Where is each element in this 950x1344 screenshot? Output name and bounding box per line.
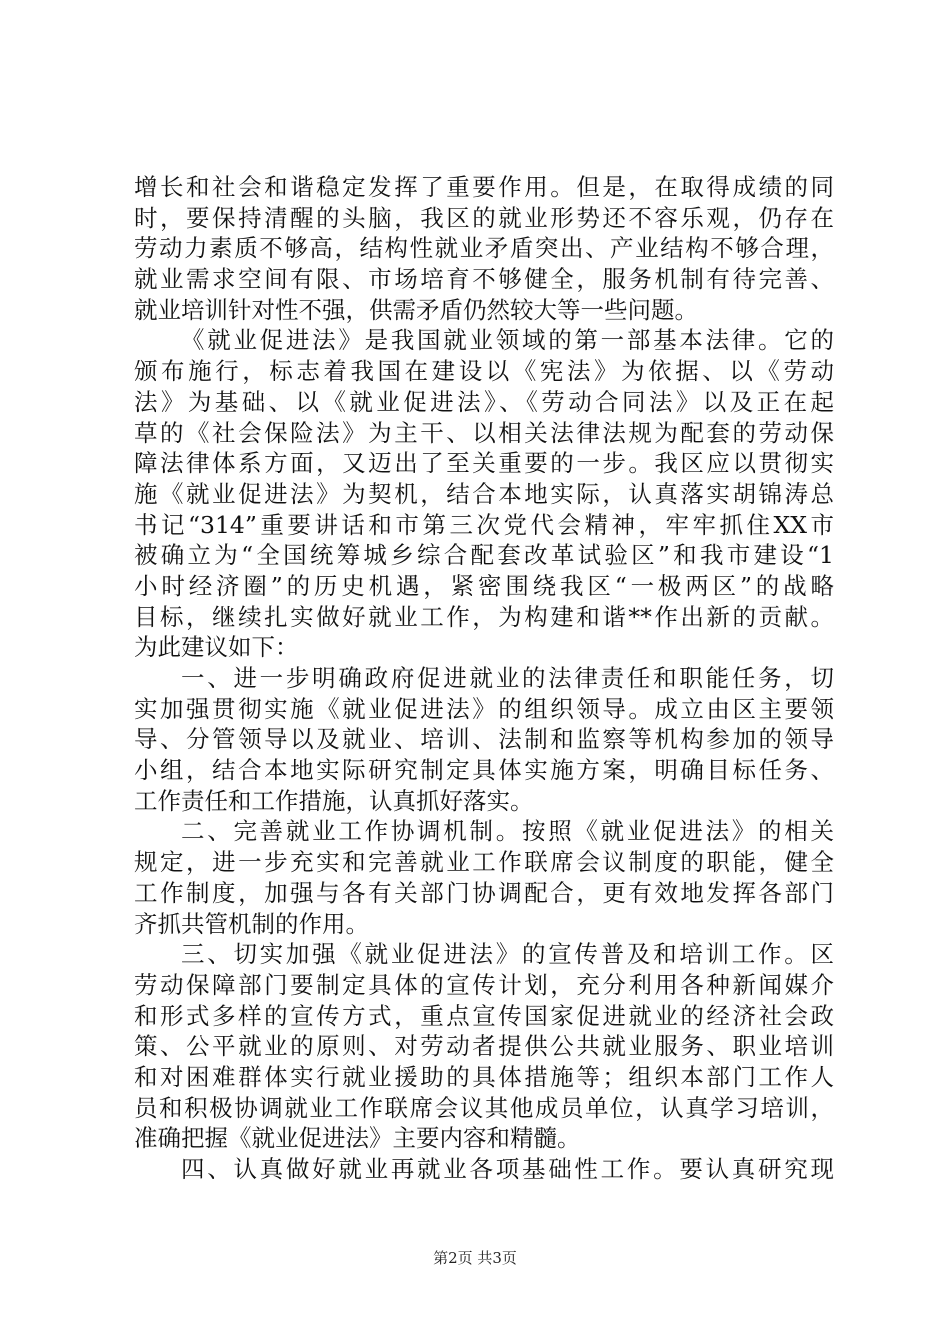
- text-line: 和形式多样的宣传方式，重点宣传国家促进就业的经济社会政: [134, 1001, 834, 1030]
- text-line: 二、完善就业工作协调机制。按照《就业促进法》的相关: [181, 817, 834, 846]
- text-line: 被确立为“全国统筹城乡综合配套改革试验区”和我市建设“1: [134, 541, 834, 570]
- text-line: 颁布施行，标志着我国在建设以《宪法》为依据、以《劳动: [134, 357, 834, 386]
- text-line: 劳动力素质不够高，结构性就业矛盾突出、产业结构不够合理，: [134, 234, 834, 263]
- text-line: 时，要保持清醒的头脑，我区的就业形势还不容乐观，仍存在: [134, 203, 834, 232]
- text-line: 小时经济圈”的历史机遇，紧密围绕我区“一极两区”的战略: [134, 571, 834, 600]
- text-line: 准确把握《就业促进法》主要内容和精髓。: [134, 1124, 581, 1153]
- text-line: 规定，进一步充实和完善就业工作联席会议制度的职能，健全: [134, 848, 834, 877]
- text-line: 实加强贯彻实施《就业促进法》的组织领导。成立由区主要领: [134, 694, 834, 723]
- text-line: 施《就业促进法》为契机，结合本地实际，认真落实胡锦涛总: [134, 479, 834, 508]
- text-line: 就业培训针对性不强，供需矛盾仍然较大等一些问题。: [134, 295, 698, 324]
- text-line: 策、公平就业的原则、对劳动者提供公共就业服务、职业培训: [134, 1032, 834, 1061]
- text-line: 员和积极协调就业工作联席会议其他成员单位，认真学习培训，: [134, 1093, 834, 1122]
- text-line: 四、认真做好就业再就业各项基础性工作。要认真研究现: [181, 1155, 834, 1183]
- text-line: 一、进一步明确政府促进就业的法律责任和职能任务，切: [181, 664, 834, 692]
- document-body: [134, 172, 834, 1185]
- text-line: 小组，结合本地实际研究制定具体实施方案，明确目标任务、: [134, 756, 834, 785]
- text-line: 齐抓共管机制的作用。: [134, 909, 369, 938]
- text-line: 为此建议如下：: [134, 633, 299, 662]
- text-line: 法》为基础、以《就业促进法》、《劳动合同法》以及正在起: [134, 387, 834, 416]
- text-line: 和对困难群体实行就业援助的具体措施等；组织本部门工作人: [134, 1062, 834, 1091]
- text-line: 《就业促进法》是我国就业领域的第一部基本法律。它的: [181, 326, 834, 355]
- text-line: 障法律体系方面，又迈出了至关重要的一步。我区应以贯彻实: [134, 449, 834, 478]
- page-footer: 第2页 共3页: [433, 1249, 517, 1267]
- text-line: 目标，继续扎实做好就业工作，为构建和谐**作出新的贡献。: [134, 602, 834, 631]
- text-line: 工作责任和工作措施，认真抓好落实。: [134, 786, 534, 815]
- text-line: 劳动保障部门要制定具体的宣传计划，充分利用各种新闻媒介: [134, 970, 834, 999]
- text-line: 增长和社会和谐稳定发挥了重要作用。但是，在取得成绩的同: [134, 173, 834, 201]
- text-line: 书记“314”重要讲话和市第三次党代会精神，牢牢抓住XX市: [134, 510, 834, 539]
- text-line: 工作制度，加强与各有关部门协调配合，更有效地发挥各部门: [134, 878, 834, 907]
- text-line: 导、分管领导以及就业、培训、法制和监察等机构参加的领导: [134, 725, 834, 754]
- text-line: 草的《社会保险法》为主干、以相关法律法规为配套的劳动保: [134, 418, 834, 447]
- text-line: 三、切实加强《就业促进法》的宣传普及和培训工作。区: [181, 940, 834, 969]
- text-line: 就业需求空间有限、市场培育不够健全，服务机制有待完善、: [134, 265, 834, 294]
